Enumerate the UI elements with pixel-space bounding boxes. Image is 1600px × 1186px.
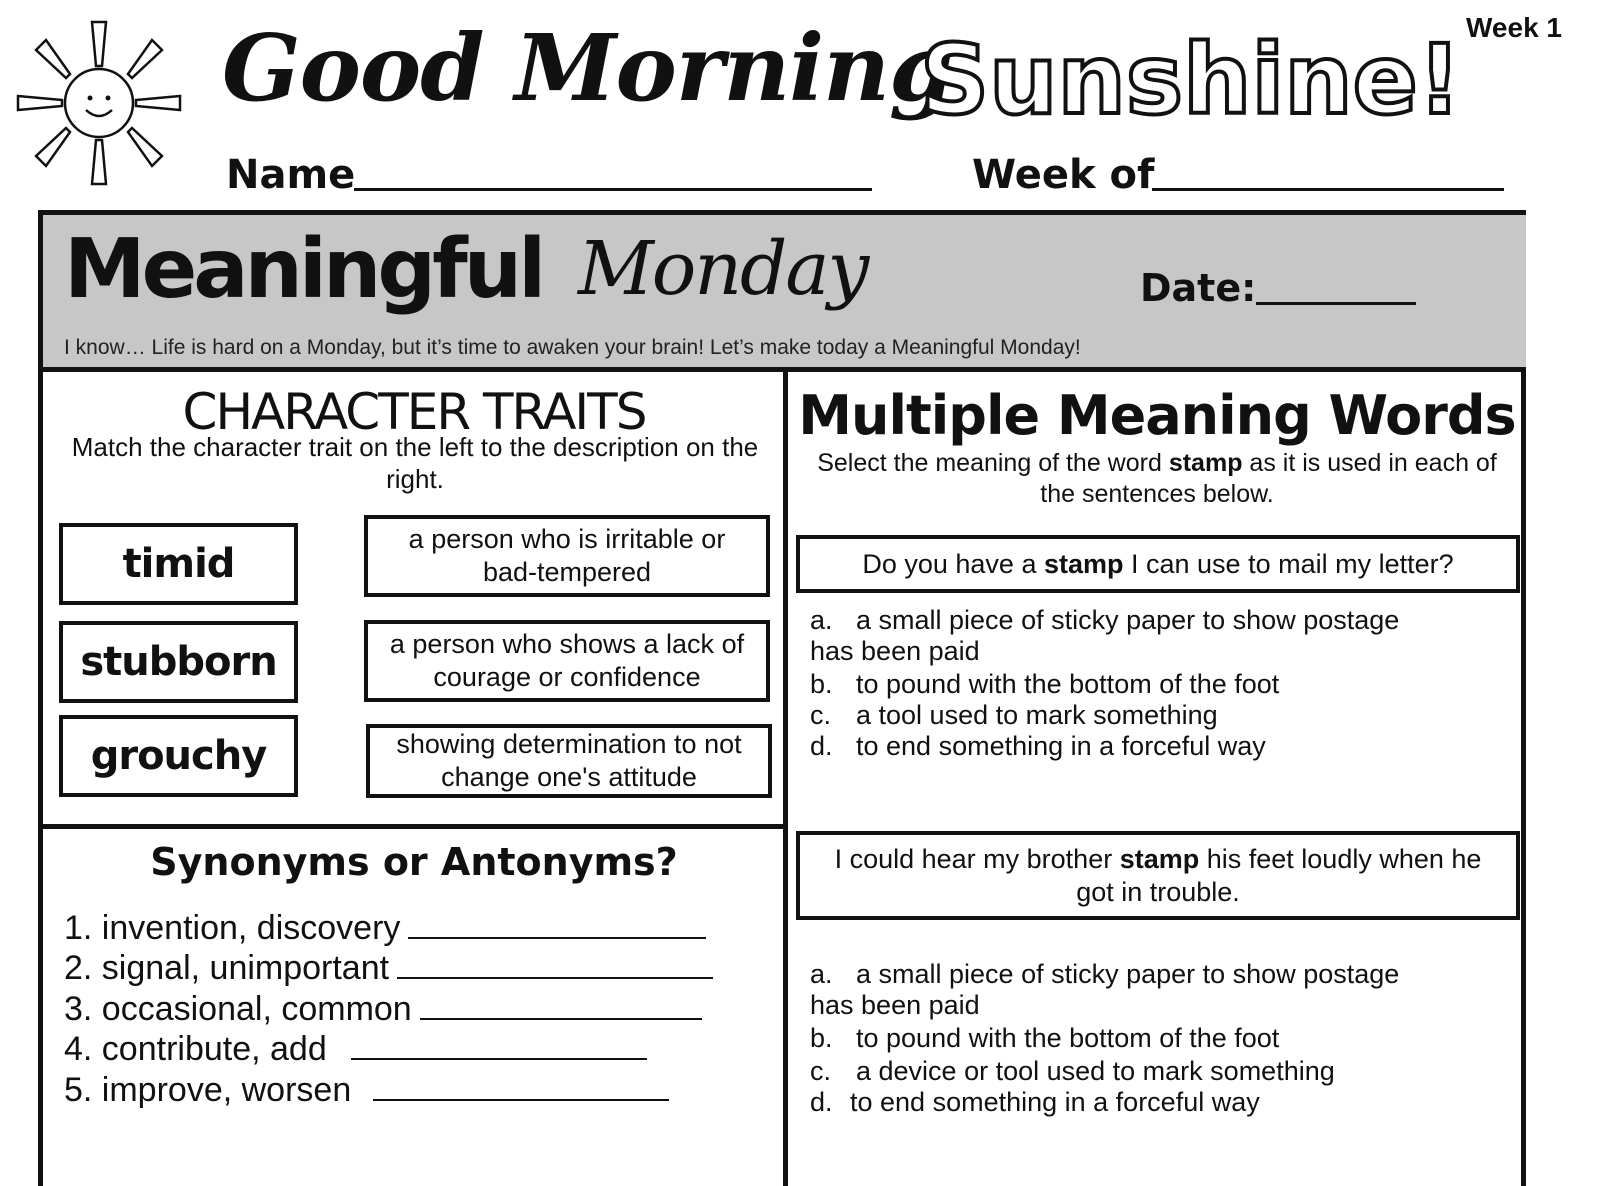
synonym-item-text: 3. occasional, common: [64, 990, 412, 1028]
multiple-meaning-title: Multiple Meaning Words: [798, 384, 1516, 447]
trait-box[interactable]: grouchy: [59, 715, 298, 797]
title-sunshine: Sunshine!: [920, 24, 1462, 136]
week-of-field[interactable]: [1152, 188, 1504, 191]
week-tag: Week 1: [1466, 12, 1562, 43]
option-d[interactable]: d. to end something in a forceful way: [810, 731, 1266, 761]
banner-subtitle: I know… Life is hard on a Monday, but it’s time to awaken your brain! Let’s make today a Meaningful Monday!: [64, 336, 1081, 359]
character-traits-title: CHARACTER TRAITS: [182, 383, 646, 441]
option-b[interactable]: b. to pound with the bottom of the foot: [810, 669, 1280, 699]
option-d[interactable]: d. to end something in a forceful way: [810, 1087, 1260, 1117]
name-field[interactable]: [354, 188, 872, 191]
synonym-item: [64, 908, 706, 948]
character-traits-instructions: Match the character trait on the left to the description on the right.: [71, 432, 759, 494]
trait-box[interactable]: timid: [59, 523, 298, 605]
option-a[interactable]: a. a small piece of sticky paper to show postage: [810, 605, 1400, 635]
option-c[interactable]: c. a tool used to mark something: [810, 700, 1218, 730]
description-box[interactable]: a person who is irritable or bad-tempered: [364, 515, 770, 597]
synonyms-title: Synonyms or Antonyms?: [150, 840, 678, 884]
synonym-item-text: 1. invention, discovery: [64, 909, 401, 947]
trait-box[interactable]: stubborn: [59, 621, 298, 703]
synonym-item: [64, 1029, 647, 1069]
name-label: Name: [226, 152, 356, 198]
date-field[interactable]: [1256, 302, 1416, 305]
synonym-item: [64, 1070, 669, 1110]
date-label: Date:: [1140, 266, 1257, 310]
horizontal-divider: [43, 824, 785, 829]
sun-icon: [14, 18, 184, 188]
banner-script-title: Monday: [578, 226, 868, 312]
options-list-1: [810, 605, 1510, 762]
description-box[interactable]: showing determination to not change one's attitude: [366, 724, 772, 798]
sentence-box-2: I could hear my brother stamp his feet loudly when he got in trouble.: [796, 831, 1520, 920]
week-of-label: Week of: [972, 152, 1155, 198]
option-c[interactable]: c. a device or tool used to mark something: [810, 1056, 1335, 1086]
synonym-item-text: 2. signal, unimportant: [64, 949, 390, 987]
vertical-divider: [783, 372, 788, 1186]
answer-blank[interactable]: [351, 1032, 647, 1060]
sentence-box-1: Do you have a stamp I can use to mail my letter?: [796, 535, 1520, 593]
description-box[interactable]: a person who shows a lack of courage or confidence: [364, 620, 770, 702]
synonym-item: [64, 948, 713, 988]
option-a-continued: has been paid: [810, 636, 980, 666]
answer-blank[interactable]: [373, 1073, 669, 1101]
option-b[interactable]: b. to pound with the bottom of the foot: [810, 1023, 1280, 1053]
title-good-morning: Good Morning,: [222, 14, 984, 122]
multiple-meaning-instructions: Select the meaning of the word stamp as it is used in each of the sentences below.: [817, 449, 1497, 508]
synonym-item: [64, 989, 702, 1029]
answer-blank[interactable]: [408, 911, 706, 939]
synonym-item-text: 5. improve, worsen: [64, 1071, 352, 1109]
options-list-2: [810, 959, 1510, 1118]
option-a[interactable]: a. a small piece of sticky paper to show postage: [810, 959, 1400, 989]
synonym-item-text: 4. contribute, add: [64, 1030, 327, 1068]
banner-title: Meaningful: [64, 222, 543, 317]
answer-blank[interactable]: [420, 992, 702, 1020]
option-a-continued: has been paid: [810, 990, 980, 1020]
answer-blank[interactable]: [397, 951, 713, 979]
